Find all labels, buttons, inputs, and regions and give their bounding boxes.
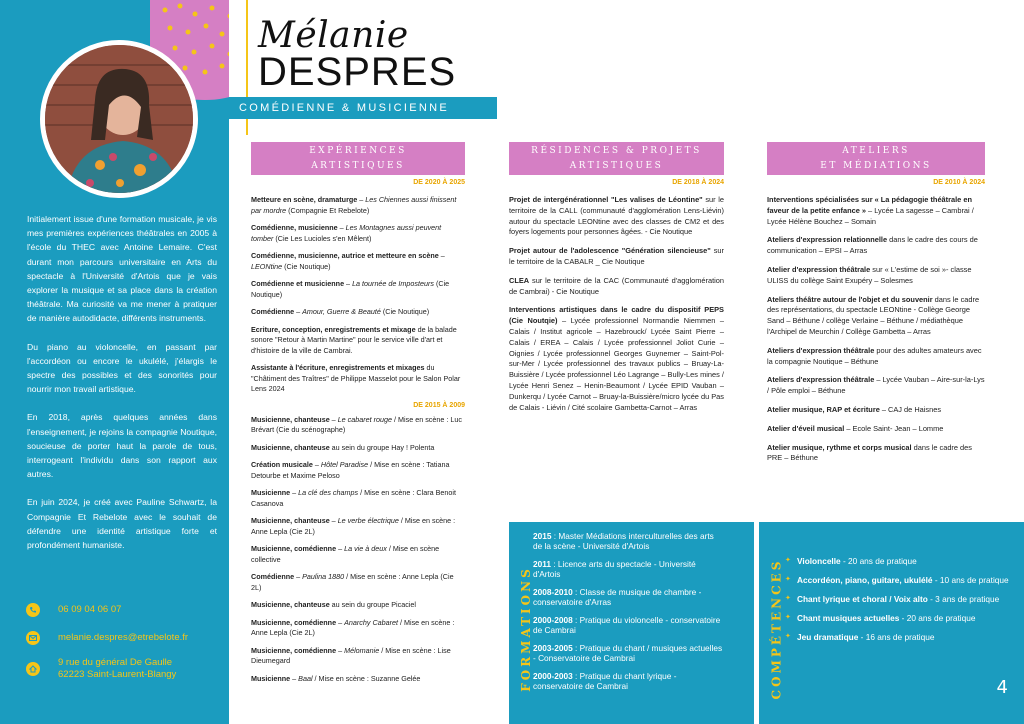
last-name: DESPRES bbox=[258, 50, 457, 94]
entry-text: de la balade sonore "Retour à Martin Martine" pour le service ville d'art et d'histoire de la ville de Cambrai. bbox=[251, 324, 457, 355]
formation-item bbox=[533, 587, 723, 607]
entry-detail: / Mise en scène : Lise Dieumegard bbox=[251, 645, 451, 665]
list-item bbox=[251, 325, 465, 357]
formations-title: FORMATIONS bbox=[519, 566, 534, 692]
intro-paragraph: En juin 2024, je créé avec Pauline Schwartz, la Compagnie Et Rebelote avec le souhait de défendre une identité artistique forte et profondément humaniste. bbox=[27, 497, 217, 551]
entry-work-title: Baal bbox=[298, 673, 313, 683]
entry-title: Musicienne, comédienne bbox=[251, 544, 337, 553]
list-item bbox=[251, 646, 465, 667]
competence-item bbox=[785, 594, 1010, 604]
formation-item bbox=[533, 559, 723, 579]
entry-text: sur le territoire de la CABALR _ Cie Noutique bbox=[509, 246, 724, 266]
list-item bbox=[767, 424, 985, 435]
entry-text: du "Châtiment des Traîtres" de Philippe Masselot pour le Salon Polar Lens 2024 bbox=[251, 363, 461, 393]
entry-work-title: Les Montagnes aussi peuvent tomber bbox=[251, 223, 442, 243]
star-icon: ✦ bbox=[785, 633, 791, 640]
entry-work-title: Amour, Guerre & Beauté bbox=[302, 307, 381, 316]
entry-detail: (Cie Noutique) bbox=[251, 279, 450, 299]
entry-text: – bbox=[329, 414, 338, 424]
address-line-2: 62223 Saint-Laurent-Blangy bbox=[58, 669, 177, 680]
competences-title: COMPÉTENCES bbox=[769, 558, 783, 700]
entry-work-title: La tournée de Imposteurs bbox=[352, 279, 434, 288]
list-item bbox=[251, 460, 465, 481]
entry-text: – Lycée professionnel Normandie Niemmen – Calais / Institut agricole – Hazebrouck/ Lycée Saint Pierre – Calais / EREA – Calais / Lycée professionnel Joliot Curie – Oignies / Lycée professionnel Georges Guynemer – Saint-Pol-sur-Mer / Lycée professionnel des travaux publics – Bruay-La-Buissière / Lycée professionnel Léo Lagrange – Bully-Les mines / Lycée Henri Senez – Henin-Beaumont / Lycée EPID Vauban – Dunkerqu / Lycée Carnot – Bruay-la-Buissière/micro lycée du Pas de Calais - Liévin / Cité scolaire Gambetta-Carnot – Arras bbox=[509, 316, 724, 412]
competence-text bbox=[797, 594, 999, 604]
list-item bbox=[251, 443, 465, 454]
phone-icon bbox=[26, 603, 40, 617]
entry-text: – bbox=[438, 251, 445, 260]
list-item bbox=[251, 516, 465, 537]
entry-text: – bbox=[344, 279, 353, 288]
formation-year: 2000-2008 bbox=[533, 615, 573, 625]
period-label: DE 2015 À 2009 bbox=[413, 401, 465, 409]
entry-title: Musicienne, comédienne bbox=[251, 617, 337, 627]
entry-text: – bbox=[290, 673, 299, 683]
competence-duration: - 20 ans de pratique bbox=[899, 613, 976, 623]
entry-detail: (Cie Les Lucioles s'en Mêlent) bbox=[273, 233, 372, 243]
first-name: Mélanie bbox=[258, 15, 409, 56]
competence-duration: - 16 ans de pratique bbox=[858, 632, 935, 642]
entry-title: Comédienne bbox=[251, 307, 295, 316]
list-item bbox=[251, 618, 465, 639]
entry-work-title: Les Chiennes aussi finissent par mordre bbox=[251, 195, 457, 215]
entry-title: Atelier musique, rythme et corps musical bbox=[767, 442, 912, 452]
entry-text: – Lycée La sagesse – Cambrai / Lycée Hélène Bouchez – Somain bbox=[767, 205, 974, 226]
entry-title: Musicienne, chanteuse bbox=[251, 414, 330, 424]
entry-text: sur « L'estime de soi »- classe ULISS du collège Saint Exupéry – Solesmes bbox=[767, 264, 972, 285]
list-item bbox=[251, 279, 465, 300]
page-number: 4 bbox=[996, 677, 1008, 698]
entry-title: Ateliers théâtre autour de l'objet et du souvenir bbox=[767, 294, 933, 304]
entry-text: – bbox=[336, 617, 345, 627]
sidebar bbox=[0, 0, 229, 724]
list-item bbox=[767, 375, 985, 397]
entry-detail: / Mise en scène : Suzanne Gelée bbox=[312, 673, 421, 683]
entry-text: dans le cadre des représentations, du spectacle LEONtine - Collège George Sand – Béthune / collège Verlaine – Béthune / médiathèque l'Archipel de Meurchin / Collège Gambetta – Arras bbox=[767, 294, 980, 336]
list-item bbox=[767, 295, 985, 338]
list-item bbox=[767, 265, 985, 287]
entry-detail: / Mise en scène : Luc Brévart (Cie du scénographe) bbox=[251, 414, 462, 434]
competence-skill: Chant lyrique et choral / Voix alto bbox=[797, 594, 928, 604]
entry-text: sur le territoire de la CAC (Communauté d'agglomération de Cambrai) - Cie Noutique bbox=[509, 275, 724, 296]
entry-text: – bbox=[336, 645, 345, 655]
formation-text: : Pratique du violoncelle - conservatoire de Cambrai bbox=[533, 615, 721, 635]
star-icon: ✦ bbox=[785, 557, 791, 564]
entry-title: Atelier d'expression théâtrale bbox=[767, 264, 871, 274]
entry-text: pour des adultes amateurs avec la compagnie Noutique – Béthune bbox=[767, 345, 982, 366]
entry-text: – bbox=[357, 195, 366, 204]
entry-text: – Ecole Saint- Jean – Lomme bbox=[844, 423, 944, 433]
entry-work-title: Paulina 1880 bbox=[302, 572, 345, 581]
intro-paragraph: En 2018, après quelques années dans l'enseignement, je rejoins la compagnie Noutique, soucieuse de porter haut la parole de tous, interrogeant l'individu dans son rapport aux autres. bbox=[27, 412, 217, 480]
entry-detail: (Compagnie Et Rebelote) bbox=[286, 205, 370, 215]
formation-year: 2011 bbox=[533, 559, 551, 569]
phone-number: 06 09 04 06 07 bbox=[58, 604, 122, 615]
entry-text: – CAJ de Haisnes bbox=[879, 404, 942, 414]
entry-detail: / Mise en scène : Tatiana Detourbe et Maxime Peloso bbox=[251, 460, 450, 480]
formation-year: 2008-2010 bbox=[533, 587, 573, 597]
list-item bbox=[251, 251, 465, 272]
entry-text: dans le cadre des cours de communication – EPSI – Arras bbox=[767, 235, 978, 256]
email-address: melanie.despres@etrebelote.fr bbox=[58, 632, 189, 643]
formation-year: 2003-2005 bbox=[533, 643, 573, 653]
entry-title: Metteure en scène, dramaturge bbox=[251, 195, 358, 204]
contact-address bbox=[26, 656, 221, 682]
entry-text: – bbox=[337, 223, 346, 232]
entry-text: au sein du groupe Hay ! Polenta bbox=[329, 442, 435, 452]
period-label: DE 2010 À 2024 bbox=[933, 179, 985, 186]
profile-photo bbox=[40, 40, 198, 198]
entry-title: Interventions spécialisées sur « La pédagogie théâtrale en faveur de la petite enfance » bbox=[767, 195, 972, 215]
list-item bbox=[509, 195, 724, 238]
formation-text: : Pratique du chant lyrique - conservatoire de Cambrai bbox=[533, 671, 677, 691]
intro-paragraph: Initialement issue d'une formation musicale, je vis mes premières expériences théâtrales en 2005 à l'école du THEC avec Antoine Lemaire. C'est durant mon parcours universitaire en Arts du spectacle à l'Université d'Artois que je vais explorer la musique et sa place dans la création théâtrale. Ma curiosité va me mener à pratiquer de manière autodidacte, différents instruments. bbox=[27, 214, 217, 324]
entry-work-title: LEONtine bbox=[251, 261, 283, 271]
competence-text bbox=[797, 556, 917, 566]
entry-text: – bbox=[294, 307, 303, 316]
competence-item bbox=[785, 556, 1010, 566]
entry-title: Musicienne, comédienne bbox=[251, 645, 337, 655]
competences-panel bbox=[759, 522, 1024, 724]
list-item bbox=[767, 443, 985, 465]
list-item bbox=[251, 600, 465, 611]
list-item bbox=[251, 363, 465, 395]
formation-year: 2000-2003 bbox=[533, 671, 573, 681]
entry-detail: / Mise en scène : Anne Lepla (Cie 2L) bbox=[251, 572, 454, 592]
experiences-heading: EXPÉRIENCES ARTISTIQUES bbox=[251, 142, 465, 175]
entry-text: – Lycée Vauban – Aire-sur-la-Lys / Pôle emploi – Béthune bbox=[767, 375, 985, 396]
intro-paragraph: Du piano au violoncelle, en passant par l'accordéon ou encore le ukulélé, j'élargis le spectre des possibles et des sonorités pour nourrir mon travail artistique. bbox=[27, 341, 217, 395]
formation-text: : Licence arts du spectacle - Université d'Artois bbox=[533, 559, 696, 579]
entry-title: Assistante à l'écriture, enregistrements et mixages bbox=[251, 363, 425, 372]
formation-year: 2015 bbox=[533, 531, 552, 541]
entry-title: Musicienne, chanteuse bbox=[251, 442, 330, 452]
entry-detail: / Mise en scène collective bbox=[251, 544, 440, 564]
entry-work-title: La vie à deux bbox=[344, 544, 387, 553]
competence-duration: - 20 ans de pratique bbox=[840, 556, 917, 566]
ateliers-column bbox=[767, 142, 985, 472]
intro-text bbox=[27, 212, 217, 566]
entry-text: – bbox=[312, 460, 321, 469]
formation-text: : Classe de musique de chambre - conservatoire d'Arras bbox=[533, 587, 702, 607]
list-item bbox=[509, 305, 724, 413]
entry-title: Comédienne, musicienne bbox=[251, 223, 338, 232]
entry-title: Création musicale bbox=[251, 460, 313, 469]
entry-title: CLEA bbox=[509, 275, 530, 285]
envelope-icon bbox=[26, 631, 40, 645]
list-item bbox=[767, 405, 985, 416]
entry-work-title: Mélomanie bbox=[344, 645, 380, 655]
list-item bbox=[767, 346, 985, 368]
entry-text: au sein du groupe Picaciel bbox=[329, 600, 416, 609]
competence-skill: Accordéon, piano, guitare, ukulélé bbox=[797, 575, 933, 585]
list-item bbox=[251, 572, 465, 593]
list-item bbox=[251, 488, 465, 509]
competence-duration: - 3 ans de pratique bbox=[927, 594, 1000, 604]
entry-text: – bbox=[336, 544, 345, 553]
entry-title: Ateliers d'expression théâtrale bbox=[767, 375, 875, 385]
entry-work-title: La clé des champs bbox=[298, 488, 359, 497]
list-item bbox=[767, 195, 985, 227]
formation-item bbox=[533, 643, 723, 663]
star-icon: ✦ bbox=[785, 595, 791, 602]
entry-title: Atelier d'éveil musical bbox=[767, 423, 845, 433]
formations-panel bbox=[509, 522, 754, 724]
entry-title: Ateliers d'expression relationnelle bbox=[767, 235, 888, 245]
competence-item bbox=[785, 632, 1010, 642]
competence-skill: Violoncelle bbox=[797, 556, 841, 566]
entry-title: Musicienne bbox=[251, 673, 291, 683]
entry-work-title: Le cabaret rouge bbox=[337, 414, 393, 424]
entry-title: Comédienne, musicienne, autrice et metteure en scène bbox=[251, 251, 439, 260]
list-item bbox=[251, 544, 465, 565]
home-icon bbox=[26, 662, 40, 676]
entry-title: Ateliers d'expression théâtrale bbox=[767, 345, 875, 355]
address-line-1: 9 rue du général De Gaulle bbox=[58, 657, 173, 668]
subtitle-bar: COMÉDIENNE & MUSICIENNE bbox=[229, 97, 497, 119]
ateliers-heading: ATELIERS ET MÉDIATIONS bbox=[767, 142, 985, 175]
entry-title: Musicienne, chanteuse bbox=[251, 516, 330, 525]
entry-text: sur le territoire de la CALL (communauté d'agglomération Lens-Liévin) autour du spectacle LEONtine avec des classes de CM2 et des foyers logements pour personnes âgées. - Cie Noutique bbox=[509, 195, 724, 237]
competence-item bbox=[785, 575, 1010, 585]
competence-skill: Chant musiques actuelles bbox=[797, 613, 900, 623]
list-item bbox=[251, 307, 465, 318]
entry-title: Projet de intergénérationnel "Les valises de Léontine" bbox=[509, 195, 703, 204]
entry-work-title: Le verbe électrique bbox=[337, 516, 399, 525]
experiences-column bbox=[251, 142, 465, 691]
competence-duration: - 10 ans de pratique bbox=[932, 575, 1009, 585]
formation-text: : Master Médiations interculturelles des arts de la scène - Université d'Artois bbox=[533, 531, 714, 551]
formation-item bbox=[533, 615, 723, 635]
list-item bbox=[509, 246, 724, 268]
entry-detail: (Cie Noutique) bbox=[282, 261, 331, 271]
residences-heading: RÉSIDENCES & PROJETS ARTISTIQUES bbox=[509, 142, 724, 175]
competence-text bbox=[797, 613, 975, 623]
entry-text: dans le cadre des PRE – Béthune bbox=[767, 442, 972, 463]
entry-title: Projet autour de l'adolescence "Génération silencieuse" bbox=[509, 246, 711, 256]
competence-text bbox=[797, 575, 1009, 585]
list-item bbox=[509, 276, 724, 298]
list-item bbox=[251, 674, 465, 685]
entry-title: Ecriture, conception, enregistrements et mixage bbox=[251, 324, 416, 334]
contact-email bbox=[26, 626, 221, 650]
star-icon: ✦ bbox=[785, 576, 791, 583]
period-label: DE 2018 À 2024 bbox=[672, 179, 724, 186]
formation-item bbox=[533, 531, 723, 551]
entry-detail: / Mise en scène : Anne Lepla (Cie 2L) bbox=[251, 516, 456, 536]
entry-text: – bbox=[294, 572, 303, 581]
entry-title: Musicienne bbox=[251, 488, 291, 497]
entry-text: – bbox=[290, 488, 299, 497]
entry-detail: (Cie Noutique) bbox=[380, 307, 430, 316]
entry-work-title: Hôtel Paradise bbox=[320, 460, 369, 469]
entry-title: Comédienne et musicienne bbox=[251, 279, 345, 288]
star-icon: ✦ bbox=[785, 614, 791, 621]
list-item bbox=[251, 223, 465, 244]
list-item bbox=[251, 415, 465, 436]
entry-title: Musicienne, chanteuse bbox=[251, 600, 330, 609]
residences-column bbox=[509, 142, 724, 421]
list-item bbox=[767, 235, 985, 257]
entry-work-title: Anarchy Cabaret bbox=[344, 617, 399, 627]
entry-text: – bbox=[329, 516, 338, 525]
entry-detail: / Mise en scène : Clara Benoit Casanova bbox=[251, 488, 456, 508]
competence-item bbox=[785, 613, 1010, 623]
list-item bbox=[251, 195, 465, 216]
entry-title: Interventions artistiques dans le cadre du dispositif PEPS (Cie Noutqie) bbox=[509, 305, 724, 326]
entry-title: Atelier musique, RAP et écriture bbox=[767, 404, 880, 414]
formation-text: : Pratique du chant / musiques actuelles - Conservatoire de Cambrai bbox=[533, 643, 723, 663]
competence-text bbox=[797, 632, 934, 642]
period-label: DE 2020 À 2025 bbox=[413, 179, 465, 186]
entry-detail: / Mise en scène : Anne Lepla (Cie 2L) bbox=[251, 617, 455, 637]
formation-item bbox=[533, 671, 723, 691]
competence-skill: Jeu dramatique bbox=[797, 632, 859, 642]
contact-phone bbox=[26, 598, 221, 622]
entry-title: Comédienne bbox=[251, 572, 295, 581]
